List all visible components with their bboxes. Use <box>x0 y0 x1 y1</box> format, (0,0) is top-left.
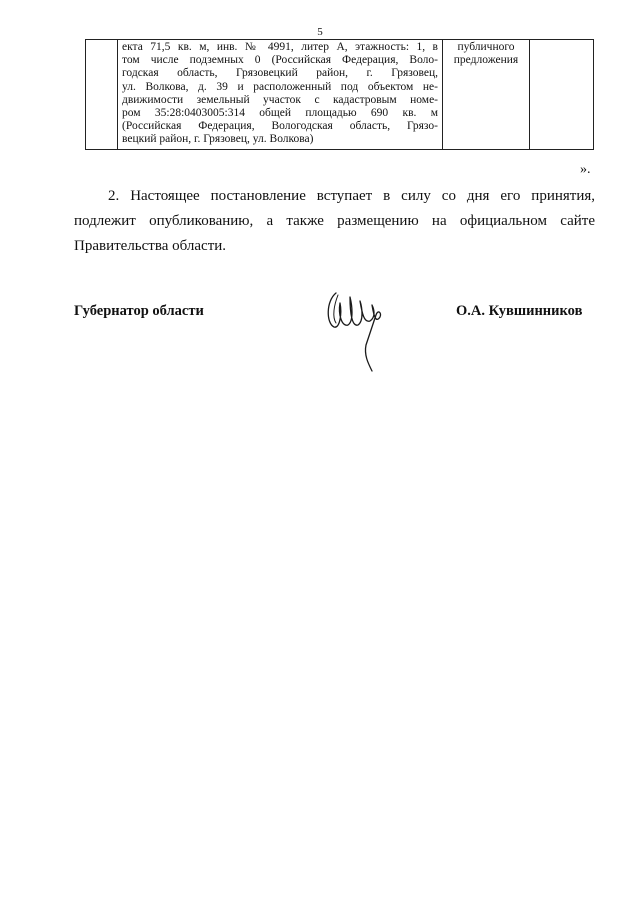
description-line: екта 71,5 кв. м, инв. № 4991, литер А, этажность: 1, в <box>122 41 438 53</box>
description-line: годская область, Грязовецкий район, г. Грязовец, <box>122 67 438 80</box>
signature-role: Губернатор области <box>74 303 204 319</box>
table-row <box>86 40 594 150</box>
method-line: предложения <box>453 54 519 67</box>
table-cell-empty <box>530 40 594 150</box>
property-table <box>85 39 594 150</box>
page-number: 5 <box>317 26 323 38</box>
table-cell-number <box>86 40 118 150</box>
description-line: вецкий район, г. Грязовец, ул. Волкова) <box>122 133 314 146</box>
paragraph-2: 2. Настоящее постановление вступает в силу со дня его принятия, подлежит опубликованию, а также размещению на официальном сайте Правительства области. <box>74 188 595 254</box>
table-cell-description <box>118 40 443 150</box>
handwritten-signature <box>322 283 390 375</box>
description-line: ул. Волкова, д. 39 и расположенный под объектом не- <box>122 80 438 93</box>
description-line: том числе подземных 0 (Российская Федерация, Воло- <box>122 54 438 67</box>
signature-name: О.А. Кувшинников <box>456 303 583 319</box>
description-line: ром 35:28:0403005:314 общей площадью 690 кв. м <box>122 107 438 120</box>
description-line: (Российская Федерация, Вологодская область, Грязо- <box>122 120 438 133</box>
method-line: публичного <box>457 41 515 53</box>
description-line: движимости земельный участок с кадастровым номе- <box>122 93 438 106</box>
table-cell-method <box>443 40 530 150</box>
closing-quote: ». <box>580 162 591 177</box>
